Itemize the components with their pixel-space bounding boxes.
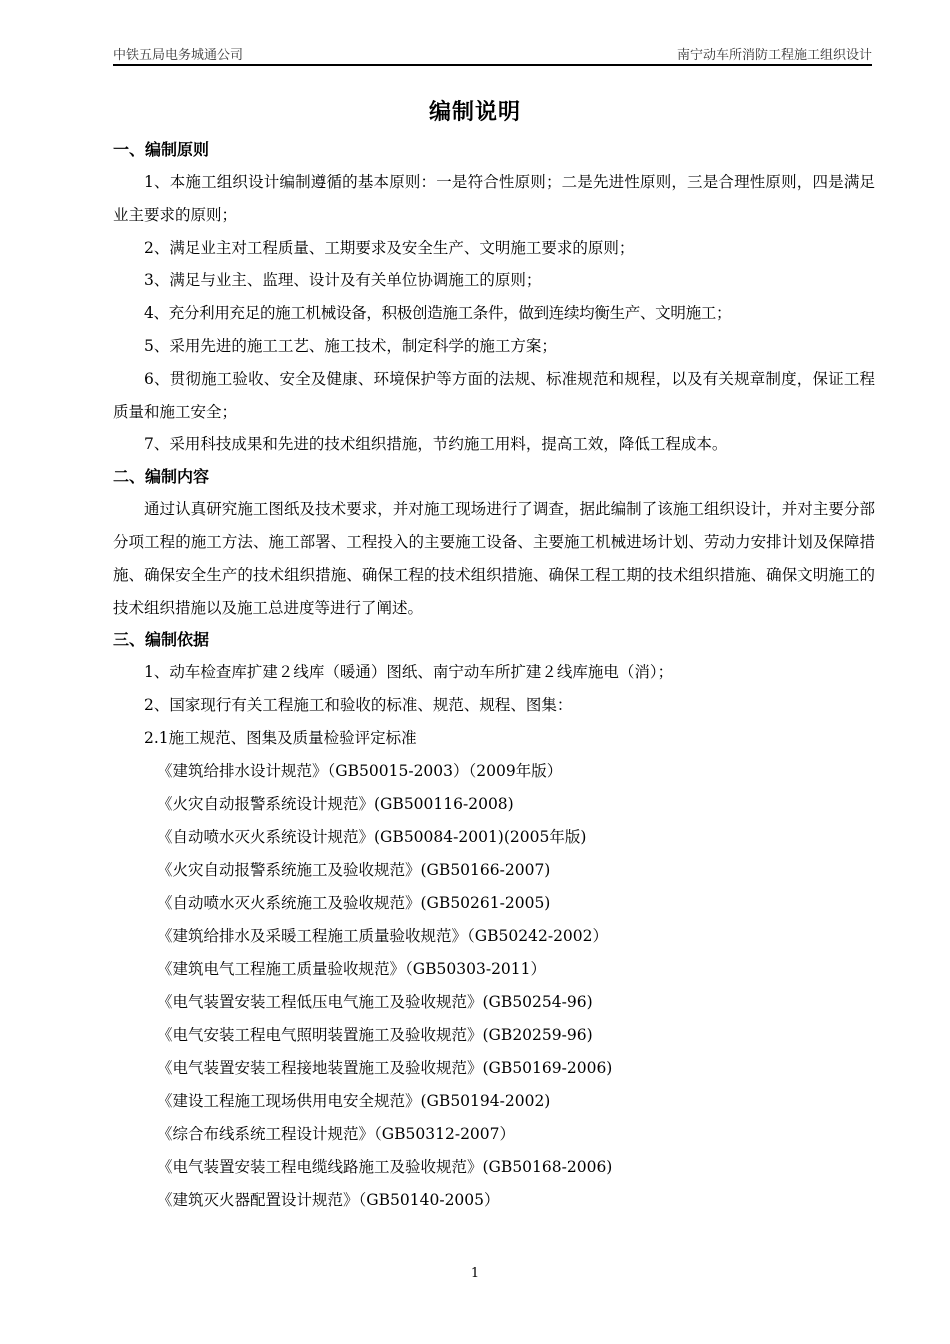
standard-item: 《建筑给排水及采暖工程施工质量验收规范》（GB50242-2002） bbox=[157, 926, 609, 945]
principle-item: 4、充分利用充足的施工机械设备，积极创造施工条件，做到连续均衡生产、文明施工； bbox=[144, 304, 732, 323]
standard-item: 《电气安装工程电气照明装置施工及验收规范》(GB20259-96) bbox=[157, 1025, 593, 1044]
standard-item: 《综合布线系统工程设计规范》（GB50312-2007） bbox=[157, 1124, 516, 1143]
standard-item: 《电气装置安装工程接地装置施工及验收规范》(GB50169-2006) bbox=[157, 1058, 613, 1077]
document-body bbox=[113, 134, 875, 1217]
standard-item: 《自动喷水灭火系统施工及验收规范》(GB50261-2005) bbox=[157, 893, 551, 912]
principle-item: 6、贯彻施工验收、安全及健康、环境保护等方面的法规、标准规范和规程，以及有关规章制度，保证工程质量和施工安全； bbox=[113, 369, 875, 421]
header-company: 中铁五局电务城通公司 bbox=[113, 48, 244, 63]
section-heading-content: 二、编制内容 bbox=[113, 467, 210, 487]
principle-item: 1、本施工组织设计编制遵循的基本原则：一是符合性原则；二是先进性原则，三是合理性原则，四是满足业主要求的原则； bbox=[113, 173, 875, 224]
standard-item: 《电气装置安装工程低压电气施工及验收规范》(GB50254-96) bbox=[157, 992, 593, 1011]
principle-item: 7、采用科技成果和先进的技术组织措施，节约施工用料，提高工效，降低工程成本。 bbox=[144, 435, 728, 454]
header-divider bbox=[113, 64, 872, 66]
basis-item: 1、动车检查库扩建２线库（暖通）图纸、南宁动车所扩建２线库施电（消）； bbox=[144, 663, 674, 682]
basis-item: 2、国家现行有关工程施工和验收的标准、规范、规程、图集： bbox=[144, 696, 573, 715]
standard-item: 《电气装置安装工程电缆线路施工及验收规范》(GB50168-2006) bbox=[157, 1157, 613, 1176]
page-title: 编制说明 bbox=[428, 99, 521, 125]
principle-item: 3、满足与业主、监理、设计及有关单位协调施工的原则； bbox=[144, 271, 542, 290]
standard-item: 《建筑给排水设计规范》（GB50015-2003）（2009年版） bbox=[157, 761, 563, 780]
standards-list bbox=[113, 755, 875, 1217]
principle-item: 2、满足业主对工程质量、工期要求及安全生产、文明施工要求的原则； bbox=[144, 238, 635, 257]
section-heading-basis: 三、编制依据 bbox=[113, 630, 210, 650]
standard-item: 《建设工程施工现场供用电安全规范》(GB50194-2002) bbox=[157, 1091, 551, 1110]
standard-item: 《火灾自动报警系统设计规范》(GB500116-2008) bbox=[157, 794, 514, 813]
basis-item: 2.1施工规范、图集及质量检验评定标准 bbox=[144, 728, 417, 747]
standard-item: 《建筑灭火器配置设计规范》（GB50140-2005） bbox=[157, 1190, 500, 1209]
page-header bbox=[113, 44, 872, 64]
standard-item: 《建筑电气工程施工质量验收规范》（GB50303-2011） bbox=[157, 959, 547, 978]
standard-item: 《自动喷水灭火系统设计规范》(GB50084-2001)(2005年版) bbox=[157, 827, 587, 846]
standard-item: 《火灾自动报警系统施工及验收规范》(GB50166-2007) bbox=[157, 860, 551, 879]
principle-item: 5、采用先进的施工工艺、施工技术，制定科学的施工方案； bbox=[144, 336, 557, 355]
content-paragraph: 通过认真研究施工图纸及技术要求，并对施工现场进行了调查，据此编制了该施工组织设计，并对主要分部分项工程的施工方法、施工部署、工程投入的主要施工设备、主要施工机械进场计划、劳动力安排计划及保障措施、确保安全生产的技术组织措施、确保工程的技术组织措施、确保工程工期的技术组织措施、确保文明施工的技术组织措施以及施工总进度等进行了阐述。 bbox=[113, 500, 875, 617]
page-number: 1 bbox=[470, 1266, 480, 1281]
header-document-title: 南宁动车所消防工程施工组织设计 bbox=[676, 48, 872, 63]
section-heading-principles: 一、编制原则 bbox=[113, 140, 210, 159]
